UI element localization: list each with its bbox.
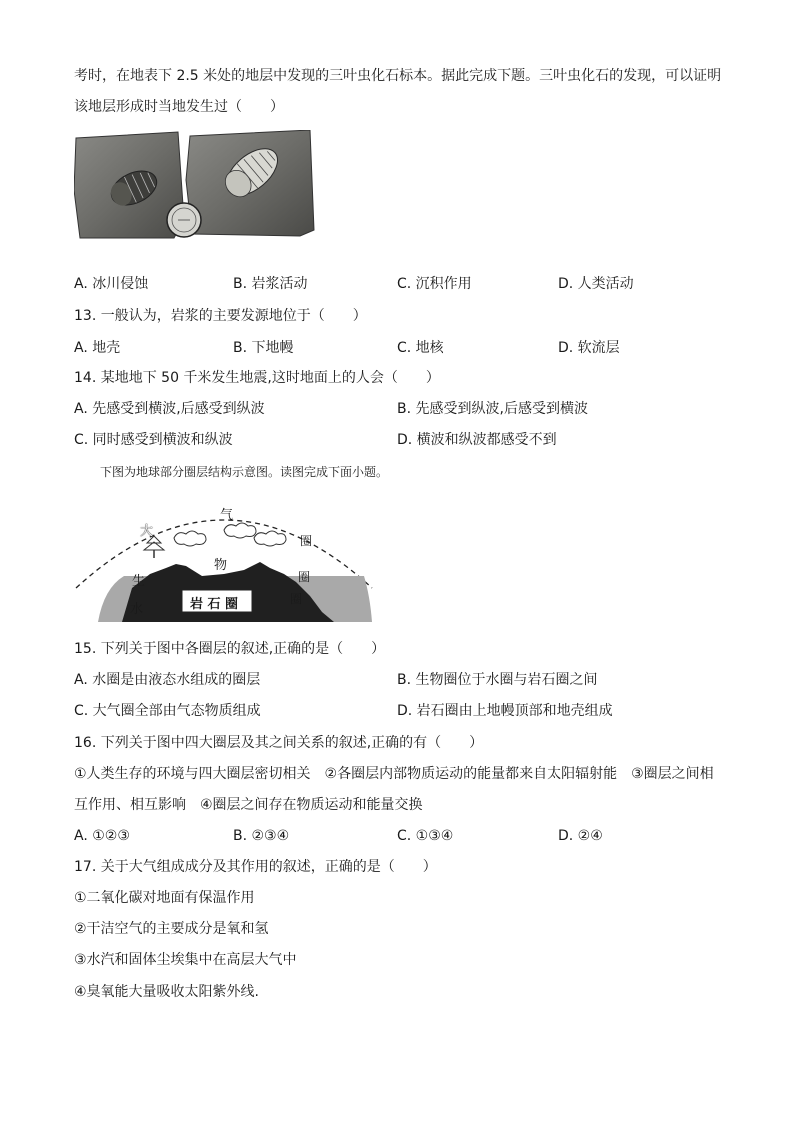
q17-stem: 17. 关于大气组成成分及其作用的叙述，正确的是（ ） [74, 859, 437, 875]
q12-option-b[interactable]: B. 岩浆活动 [233, 276, 308, 292]
q15-option-c[interactable]: C. 大气圈全部由气态物质组成 [74, 703, 261, 719]
label-sheng: 生 [132, 574, 146, 589]
q16-option-c[interactable]: C. ①③④ [397, 828, 454, 844]
q15-option-b[interactable]: B. 生物圈位于水圈与岩石圈之间 [397, 672, 598, 688]
q16-statements-line2: 互作用、相互影响 ④圈层之间存在物质运动和能量交换 [74, 797, 423, 813]
label-quan-atm: 圈 [300, 534, 313, 548]
label-lithosphere: 岩 石 圈 [190, 597, 239, 612]
q12-option-d[interactable]: D. 人类活动 [558, 276, 634, 292]
label-da: 大 [140, 524, 154, 539]
q12-option-a[interactable]: A. 冰川侵蚀 [74, 276, 149, 292]
trilobite-fossil-image [74, 130, 316, 240]
diagram-intro: 下图为地球部分圈层结构示意图。读图完成下面小题。 [100, 465, 389, 479]
q13-option-d[interactable]: D. 软流层 [558, 340, 620, 356]
q14-option-d[interactable]: D. 横波和纵波都感受不到 [397, 432, 557, 448]
earth-spheres-diagram [74, 492, 374, 624]
label-shui: 水 [130, 602, 144, 617]
label-qi: 气 [220, 508, 234, 523]
q17-item-1: ①二氧化碳对地面有保温作用 [74, 890, 255, 906]
q13-option-b[interactable]: B. 下地幔 [233, 340, 294, 356]
q13-stem: 13. 一般认为，岩浆的主要发源地位于（ ） [74, 308, 367, 324]
q14-option-a[interactable]: A. 先感受到横波,后感受到纵波 [74, 401, 265, 417]
q16-option-a[interactable]: A. ①②③ [74, 828, 130, 844]
q15-stem: 15. 下列关于图中各圈层的叙述,正确的是（ ） [74, 641, 386, 657]
q12-stem-line1: 考时，在地表下 2.5 米处的地层中发现的三叶虫化石标本。据此完成下题。三叶虫化石的发现，可以证明 [74, 68, 722, 84]
q13-option-a[interactable]: A. 地壳 [74, 340, 121, 356]
q17-item-2: ②干洁空气的主要成分是氧和氢 [74, 921, 269, 937]
q13-option-c[interactable]: C. 地核 [397, 340, 444, 356]
q15-option-d[interactable]: D. 岩石圈由上地幔顶部和地壳组成 [397, 703, 613, 719]
tree-icon [144, 536, 164, 558]
q17-item-3: ③水汽和固体尘埃集中在高层大气中 [74, 952, 297, 968]
q12-option-c[interactable]: C. 沉积作用 [397, 276, 472, 292]
q12-stem-line2: 该地层形成时当地发生过（ ） [74, 99, 284, 115]
label-wu: 物 [214, 558, 228, 573]
q16-option-d[interactable]: D. ②④ [558, 828, 603, 844]
q14-stem: 14. 某地地下 50 千米发生地震,这时地面上的人会（ ） [74, 370, 440, 386]
q14-option-b[interactable]: B. 先感受到纵波,后感受到横波 [397, 401, 588, 417]
q15-option-a[interactable]: A. 水圈是由液态水组成的圈层 [74, 672, 261, 688]
label-quan-bio: 圈 [298, 570, 311, 584]
q16-option-b[interactable]: B. ②③④ [233, 828, 290, 844]
label-quan-water: 圈 [290, 592, 303, 606]
q16-stem: 16. 下列关于图中四大圈层及其之间关系的叙述,正确的有（ ） [74, 735, 484, 751]
q14-option-c[interactable]: C. 同时感受到横波和纵波 [74, 432, 233, 448]
q16-statements-line1: ①人类生存的环境与四大圈层密切相关 ②各圈层内部物质运动的能量都来自太阳辐射能 ③圈层之间相 [74, 766, 714, 782]
q17-item-4: ④臭氧能大量吸收太阳紫外线. [74, 984, 260, 1000]
